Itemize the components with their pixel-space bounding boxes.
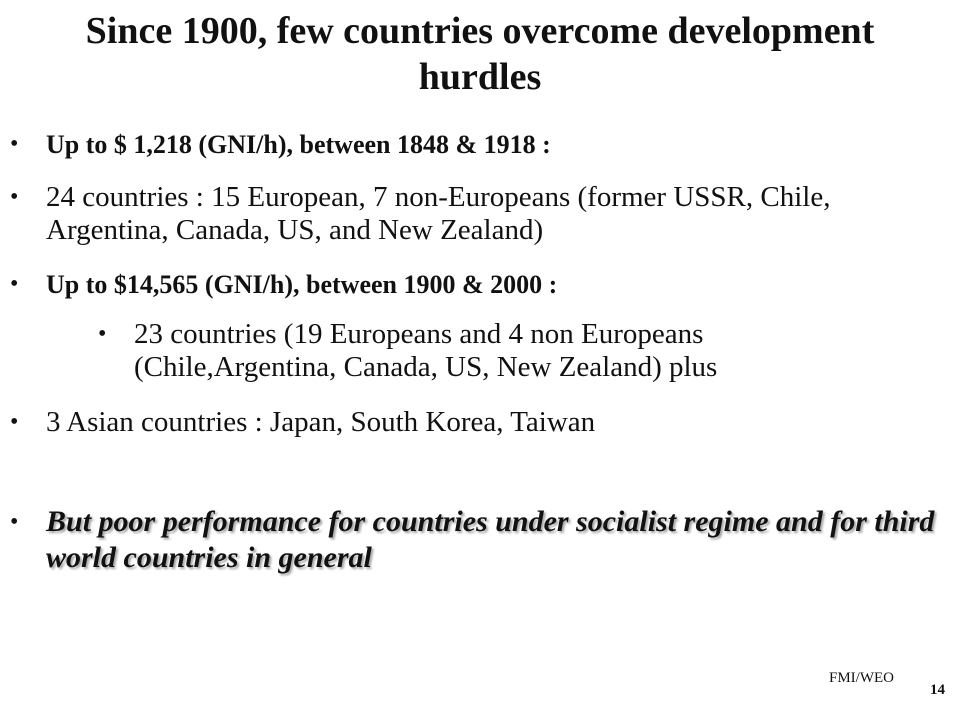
bullet-text: But poor performance for countries under socialist regime and for third world countries in general: [46, 505, 935, 574]
bullet-dot-icon: •: [10, 409, 19, 435]
page-number: 14: [930, 682, 945, 698]
source-note: FMI/WEO: [829, 670, 894, 686]
bullet-item-24-countries: [10, 181, 940, 247]
bullet-text: Up to $ 1,218 (GNI/h), between 1848 & 1918 :: [46, 130, 551, 159]
bullet-item-asian-countries: [10, 406, 940, 439]
slide-title: Since 1900, few countries overcome development hurdles: [85, 10, 875, 98]
bullet-dot-icon: •: [10, 509, 19, 535]
bullet-dot-icon: •: [10, 271, 19, 297]
bullet-dot-icon: •: [10, 184, 19, 210]
bullet-text: Up to $14,565 (GNI/h), between 1900 & 2000 :: [46, 270, 558, 299]
bullet-item-gni-1848: [10, 128, 940, 161]
bullet-item-23-countries: [98, 318, 898, 384]
bullet-item-gni-1900: [10, 268, 940, 301]
bullet-item-poor-performance: [10, 504, 940, 576]
bullet-dot-icon: •: [10, 131, 19, 157]
bullet-text: 24 countries : 15 European, 7 non-Europeans (former USSR, Chile, Argentina, Canada, US, and New Zealand): [46, 181, 831, 246]
bullet-text: 3 Asian countries : Japan, South Korea, Taiwan: [46, 406, 596, 438]
bullet-text: 23 countries (19 Europeans and 4 non Europeans (Chile,Argentina, Canada, US, New Zealand) plus: [134, 318, 718, 383]
bullet-dot-icon: •: [98, 321, 107, 347]
